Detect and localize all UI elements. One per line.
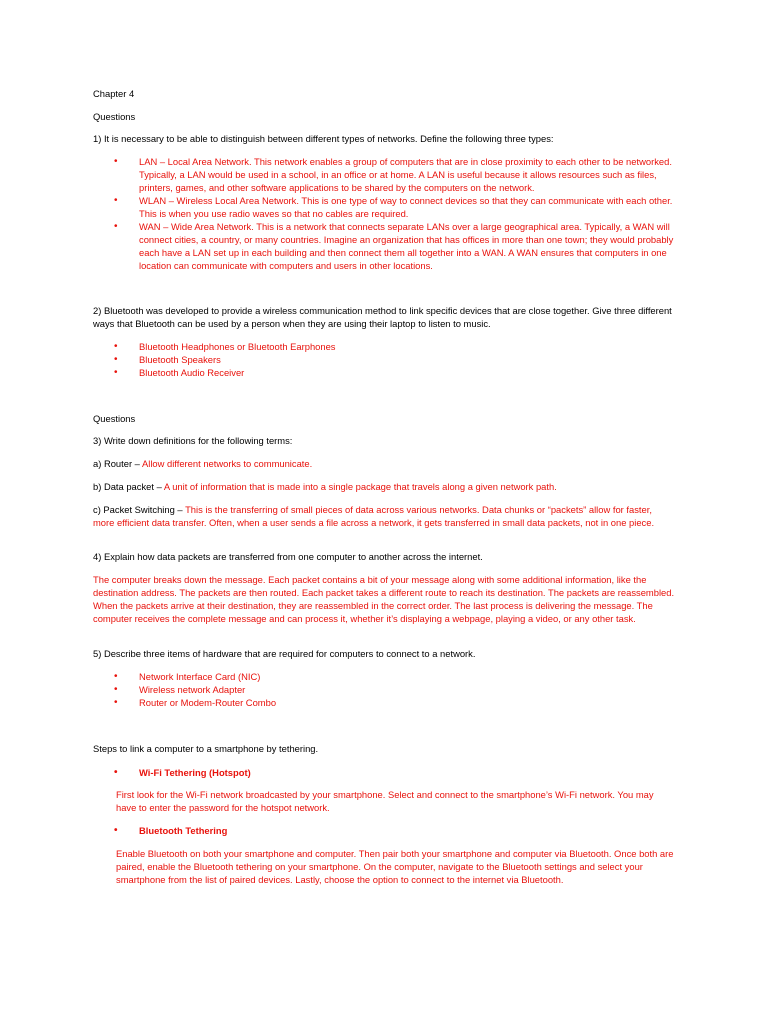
chapter-title: Chapter 4 [93, 88, 135, 99]
bullet-icon: • [114, 684, 118, 695]
q3c-line [93, 503, 675, 529]
q5-answer-list [0, 670, 675, 709]
q4-answer: The computer breaks down the message. Each packet contains a bit of your message along with some additional information, like the destination address. The packets are then routed. Each packet takes a different route to reach its destination. The packets are reassembled. When the packets arrive at their destination, they are reassembled in the correct order. The last process is delivering the message. The computer receives the complete message and can process it, whether it’s displaying a webpage, playing a video, or any other task. [93, 574, 675, 624]
list-item [0, 220, 675, 272]
q3a-line [93, 457, 675, 470]
q3b-term: b) Data packet – [93, 481, 164, 492]
bullet-icon: • [114, 221, 118, 232]
wifi-tethering-text: First look for the Wi-Fi network broadcasted by your smartphone. Select and connect to the smartphone’s Wi-Fi network. You may have to enter the password for the hotspot network. [116, 789, 654, 813]
answer-receiver: Bluetooth Audio Receiver [139, 367, 245, 378]
q3a-term: a) Router – [93, 458, 142, 469]
wifi-tethering-list [0, 766, 675, 779]
q3-prompt: 3) Write down definitions for the following terms: [93, 435, 293, 446]
answer-lan: LAN – Local Area Network. This network enables a group of computers that are in close proximity to each other to be networked. Typically, a LAN would be used in a school, in an office or at home. A LAN is useful because it allows resources such as files, printers, games, and other software applications to be shared by the computers on the network. [139, 156, 672, 193]
list-item [0, 353, 675, 366]
bullet-icon: • [114, 767, 118, 778]
answer-nic: Network Interface Card (NIC) [139, 671, 261, 682]
q2-answer-list [0, 340, 675, 379]
questions-heading-2: Questions [93, 413, 136, 424]
answer-wan: WAN – Wide Area Network. This is a network that connects separate LANs over a large geographical area. Typically, a WAN will connect cities, a country, or many countries. Imagine an organization that has offices in more than one town; they would probably each have a LAN set up in each building and then connect them all together into a WAN. A WAN ensures that computers in one location can communicate with computers and users in other locations. [139, 221, 674, 271]
bullet-icon: • [114, 825, 118, 836]
wifi-tethering-title: Wi-Fi Tethering (Hotspot) [139, 767, 251, 778]
bullet-icon: • [114, 354, 118, 365]
q1-prompt: 1) It is necessary to be able to distinguish between different types of networks. Define the following three types: [93, 133, 554, 144]
list-item [0, 155, 675, 194]
list-item [0, 766, 675, 779]
bullet-icon: • [114, 697, 118, 708]
q4-prompt: 4) Explain how data packets are transferred from one computer to another across the internet. [93, 551, 483, 562]
q1-answer-list [0, 155, 675, 272]
answer-wlan: WLAN – Wireless Local Area Network. This is one type of way to connect devices so that they can communicate with each other. This is when you use radio waves so that no cables are required. [139, 195, 673, 219]
q3c-term: c) Packet Switching – [93, 504, 186, 515]
questions-heading-1: Questions [93, 111, 136, 122]
tethering-heading: Steps to link a computer to a smartphone by tethering. [93, 743, 319, 754]
bluetooth-tethering-list [0, 824, 675, 837]
q2-prompt: 2) Bluetooth was developed to provide a wireless communication method to link specific devices that are close together. Give three different ways that Bluetooth can be used by a person when they are using their laptop to listen to music. [93, 305, 672, 329]
q5-prompt: 5) Describe three items of hardware that are required for computers to connect to a network. [93, 648, 476, 659]
bullet-icon: • [114, 156, 118, 167]
bullet-icon: • [114, 671, 118, 682]
list-item [0, 366, 675, 379]
bluetooth-tethering-text: Enable Bluetooth on both your smartphone and computer. Then pair both your smartphone and computer via Bluetooth. Once both are paired, enable the Bluetooth tethering on your smartphone. On the computer, navigate to the Bluetooth settings and select your smartphone from the list of paired devices. Lastly, choose the option to connect to the internet via Bluetooth. [116, 848, 674, 885]
q3b-definition: A unit of information that is made into a single package that travels along a given network path. [163, 481, 557, 492]
answer-wireless-adapter: Wireless network Adapter [139, 684, 246, 695]
q3a-definition: Allow different networks to communicate. [142, 458, 313, 469]
answer-headphones: Bluetooth Headphones or Bluetooth Earphones [139, 341, 336, 352]
answer-router: Router or Modem-Router Combo [139, 697, 277, 708]
q3c-definition: This is the transferring of small pieces of data across various networks. Data chunks or “packets” allow for faster, more efficient data transfer. Often, when a user sends a file across a network, it gets transferred in small data packets, not in one piece. [93, 504, 655, 528]
list-item [0, 340, 675, 353]
list-item [0, 683, 675, 696]
bullet-icon: • [114, 195, 118, 206]
bullet-icon: • [114, 367, 118, 378]
bullet-icon: • [114, 341, 118, 352]
q3b-line [93, 480, 675, 493]
answer-speakers: Bluetooth Speakers [139, 354, 221, 365]
list-item [0, 824, 675, 837]
list-item [0, 670, 675, 683]
list-item [0, 194, 675, 220]
list-item [0, 696, 675, 709]
bluetooth-tethering-title: Bluetooth Tethering [139, 825, 228, 836]
